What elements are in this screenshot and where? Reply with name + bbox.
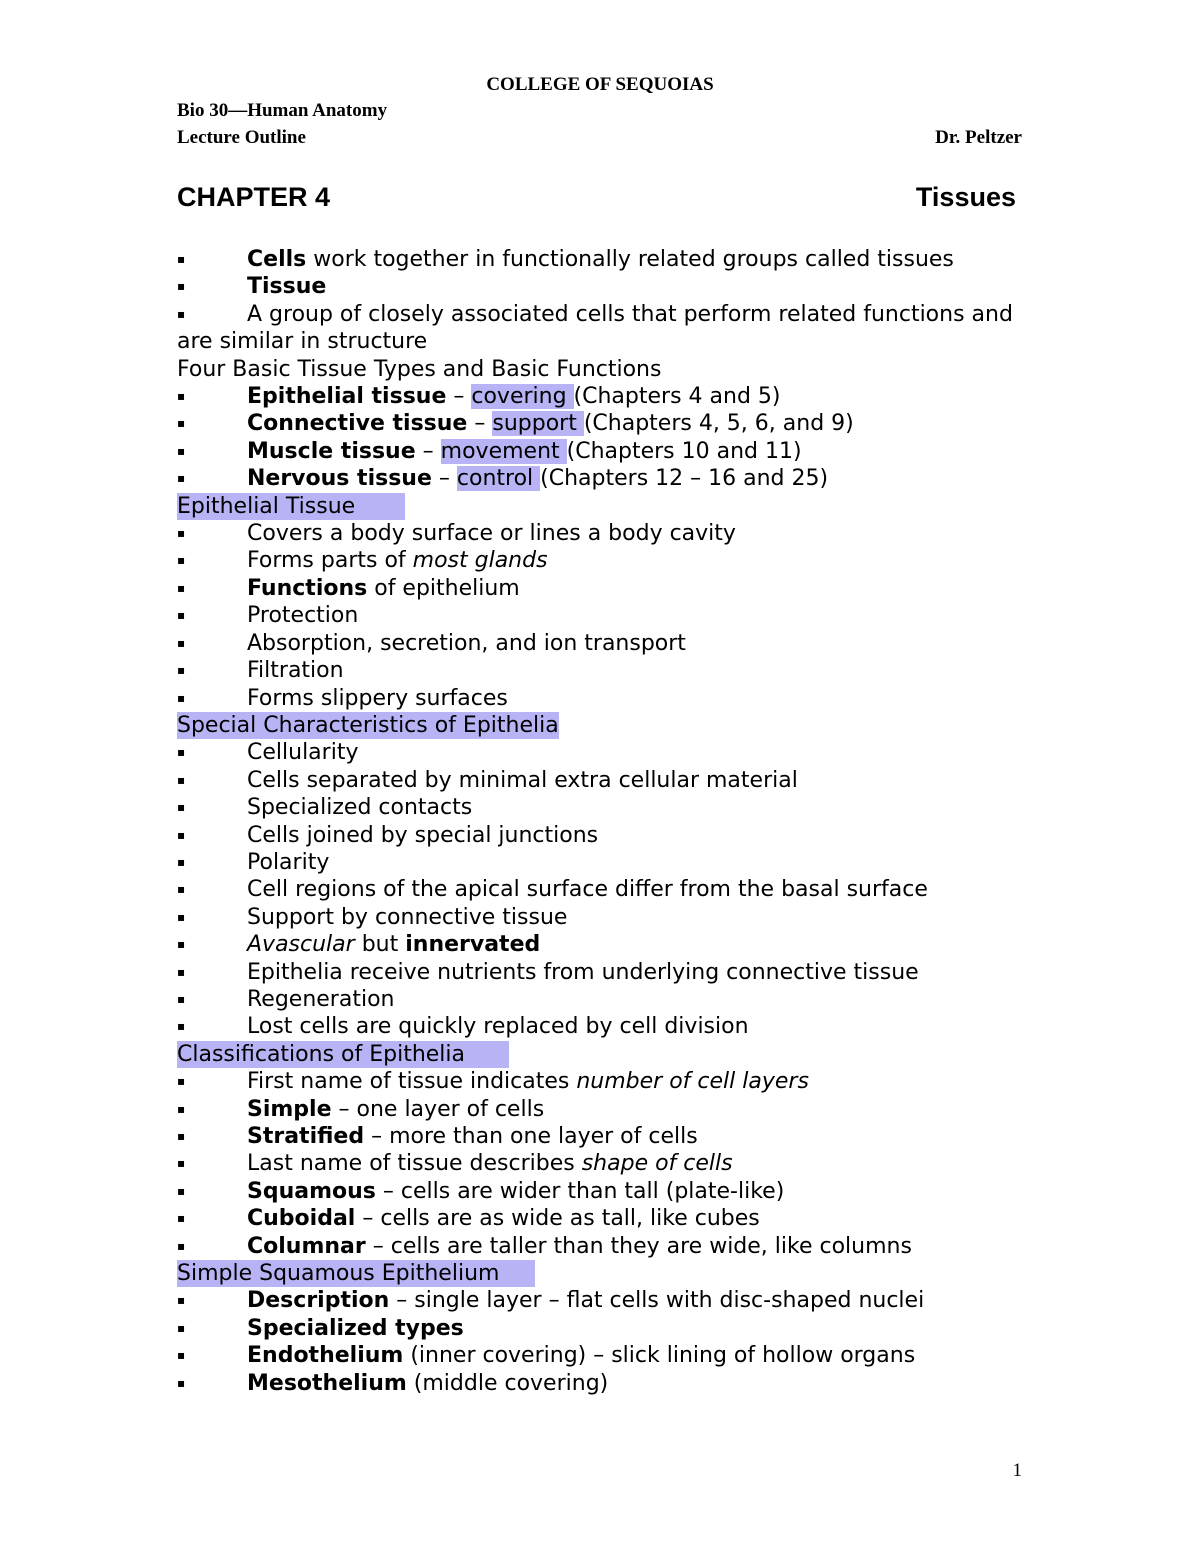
term: Nervous tissue <box>247 466 432 492</box>
term: Columnar <box>247 1233 366 1259</box>
outline-item <box>177 1013 1037 1040</box>
outline-item <box>177 301 1037 356</box>
highlighted-function: control <box>456 466 541 492</box>
item-text: – single layer – flat cells with disc-shaped nuclei <box>389 1288 925 1314</box>
item-text: Specialized contacts <box>247 795 473 821</box>
emphasis-text: Avascular <box>247 932 355 958</box>
bullet-icon: ▪ <box>177 526 186 541</box>
instructor-name: Dr. Peltzer <box>935 127 1022 148</box>
item-text: but <box>354 932 406 958</box>
section-heading <box>177 1041 1037 1068</box>
item-text: A group of closely associated cells that perform related functions and are similar in structure <box>177 301 1013 355</box>
outline-item <box>177 1178 1037 1205</box>
bullet-icon: ▪ <box>177 1074 186 1089</box>
item-text: (Chapters 12 – 16 and 25) <box>540 466 829 492</box>
item-text: Covers a body surface or lines a body cavity <box>247 521 736 547</box>
bullet-icon: ▪ <box>177 443 186 458</box>
item-text: (Chapters 4, 5, 6, and 9) <box>583 411 854 437</box>
outline-item <box>177 410 1037 437</box>
section-heading <box>177 712 1037 739</box>
outline-item <box>177 1315 1037 1342</box>
outline-item <box>177 1068 1037 1095</box>
item-text: Polarity <box>247 849 330 875</box>
outline-item <box>177 1287 1037 1314</box>
bullet-icon: ▪ <box>177 964 186 979</box>
item-text: (Chapters 10 and 11) <box>566 438 802 464</box>
item-text: – cells are wider than tall (plate-like) <box>375 1178 785 1204</box>
item-text: – one layer of cells <box>331 1096 545 1122</box>
outline-item <box>177 1342 1037 1369</box>
highlighted-function: covering <box>471 384 574 410</box>
outline-item <box>177 822 1037 849</box>
dash: – <box>446 384 472 410</box>
item-text: of epithelium <box>367 575 520 601</box>
item-text: Cells joined by special junctions <box>247 822 599 848</box>
item-text: Cell regions of the apical surface differ from the basal surface <box>247 877 928 903</box>
outline-item <box>177 986 1037 1013</box>
highlighted-heading: Special Characteristics of Epithelia <box>177 712 559 738</box>
term: Functions <box>247 575 368 601</box>
bullet-icon: ▪ <box>177 854 186 869</box>
bullet-icon: ▪ <box>177 991 186 1006</box>
bullet-icon: ▪ <box>177 1156 186 1171</box>
bullet-icon: ▪ <box>177 745 186 760</box>
page-number: 1 <box>1012 1460 1022 1481</box>
item-text: Regeneration <box>247 986 395 1012</box>
outline-item <box>177 959 1037 986</box>
outline-body <box>177 246 1037 1397</box>
emphasis-text: most glands <box>412 548 548 574</box>
bullet-icon: ▪ <box>177 252 186 266</box>
term: Muscle tissue <box>247 438 416 464</box>
outline-item <box>177 1123 1037 1150</box>
bullet-icon: ▪ <box>177 580 186 595</box>
dash: – <box>415 438 441 464</box>
outline-item <box>177 876 1037 903</box>
bullet-icon: ▪ <box>177 882 186 897</box>
term: Epithelial tissue <box>247 384 447 410</box>
bullet-icon: ▪ <box>177 1375 186 1390</box>
term: Cells <box>247 247 307 272</box>
outline-item <box>177 520 1037 547</box>
bullet-icon: ▪ <box>177 1019 186 1034</box>
outline-item <box>177 849 1037 876</box>
bullet-icon: ▪ <box>177 279 186 294</box>
outline-item <box>177 931 1037 958</box>
item-text: Support by connective tissue <box>247 904 568 930</box>
outline-item <box>177 1096 1037 1123</box>
bullet-icon: ▪ <box>177 772 186 787</box>
item-text: (middle covering) <box>406 1370 609 1396</box>
bullet-icon: ▪ <box>177 471 186 486</box>
outline-item <box>177 602 1037 629</box>
item-text: work together in functionally related groups called tissues <box>306 247 954 272</box>
item-text: Cellularity <box>247 740 359 766</box>
item-text: Lost cells are quickly replaced by cell division <box>247 1014 749 1040</box>
item-text: Filtration <box>247 658 344 684</box>
item-text: Protection <box>247 603 359 629</box>
item-text: (inner covering) – slick lining of hollow organs <box>403 1343 916 1369</box>
term: Simple <box>247 1096 332 1122</box>
item-text: Forms parts of <box>247 548 413 574</box>
bullet-icon: ▪ <box>177 608 186 623</box>
outline-item <box>177 383 1037 410</box>
outline-item <box>177 904 1037 931</box>
bullet-icon: ▪ <box>177 1129 186 1143</box>
bullet-icon: ▪ <box>177 1238 186 1253</box>
outline-item <box>177 794 1037 821</box>
bullet-icon: ▪ <box>177 690 186 705</box>
outline-item <box>177 739 1037 766</box>
outline-item <box>177 767 1037 794</box>
course-title: Bio 30—Human Anatomy <box>177 100 388 121</box>
bullet-icon: ▪ <box>177 937 186 952</box>
bullet-icon: ▪ <box>177 389 186 404</box>
item-text: – cells are as wide as tall, like cubes <box>355 1206 760 1232</box>
bullet-icon: ▪ <box>177 553 186 568</box>
bullet-icon: ▪ <box>177 1293 186 1308</box>
item-text: First name of tissue indicates <box>247 1069 577 1095</box>
outline-item <box>177 438 1037 465</box>
dash: – <box>467 411 493 437</box>
term: Specialized types <box>247 1315 464 1341</box>
term: Cuboidal <box>247 1206 356 1232</box>
outline-item <box>177 547 1037 574</box>
bullet-icon: ▪ <box>177 1183 186 1198</box>
section-heading <box>177 1260 1037 1287</box>
bullet-icon: ▪ <box>177 1320 186 1335</box>
item-text: Cells separated by minimal extra cellular material <box>247 767 798 793</box>
bullet-icon: ▪ <box>177 800 186 815</box>
term: innervated <box>405 932 541 958</box>
bullet-icon: ▪ <box>177 663 186 678</box>
term: Description <box>247 1288 390 1314</box>
highlighted-heading: Classifications of Epithelia <box>177 1041 509 1068</box>
item-text: Last name of tissue describes <box>247 1151 582 1177</box>
section-heading <box>177 493 1037 520</box>
chapter-title: Tissues <box>915 182 1016 212</box>
bullet-icon: ▪ <box>177 416 186 431</box>
outline-item <box>177 575 1037 602</box>
bullet-icon: ▪ <box>177 1211 186 1226</box>
college-name: COLLEGE OF SEQUOIAS <box>486 74 714 95</box>
chapter-number: CHAPTER 4 <box>177 182 331 212</box>
item-text: (Chapters 4 and 5) <box>573 384 781 410</box>
outline-item <box>177 630 1037 657</box>
emphasis-text: shape of cells <box>581 1151 733 1177</box>
highlighted-function: movement <box>440 438 567 464</box>
term: Endothelium <box>247 1343 404 1369</box>
dash: – <box>431 466 457 492</box>
outline-item <box>177 1233 1037 1260</box>
item-text: Epithelia receive nutrients from underlying connective tissue <box>247 959 919 985</box>
highlighted-heading: Simple Squamous Epithelium <box>177 1260 535 1287</box>
bullet-icon: ▪ <box>177 1101 186 1116</box>
section-heading: Four Basic Tissue Types and Basic Functions <box>177 356 662 382</box>
outline-item <box>177 685 1037 712</box>
bullet-icon: ▪ <box>177 635 186 650</box>
bullet-icon: ▪ <box>177 909 186 924</box>
outline-item <box>177 465 1037 492</box>
outline-item <box>177 657 1037 684</box>
item-text: – more than one layer of cells <box>364 1124 698 1149</box>
term: Tissue <box>247 274 327 300</box>
item-text: Forms slippery surfaces <box>247 685 508 711</box>
emphasis-text: number of cell layers <box>576 1069 809 1095</box>
term: Stratified <box>247 1124 365 1149</box>
bullet-icon: ▪ <box>177 827 186 842</box>
outline-item <box>177 1150 1037 1177</box>
item-text: Absorption, secretion, and ion transport <box>247 630 686 656</box>
lecture-label: Lecture Outline <box>177 127 306 148</box>
term: Connective tissue <box>247 411 468 437</box>
item-text: – cells are taller than they are wide, like columns <box>365 1233 912 1259</box>
highlighted-heading: Epithelial Tissue <box>177 493 405 520</box>
term: Mesothelium <box>247 1370 407 1396</box>
outline-item <box>177 1370 1037 1397</box>
outline-item <box>177 1205 1037 1232</box>
outline-item <box>177 246 1037 273</box>
highlighted-function: support <box>492 411 584 437</box>
outline-item <box>177 273 1037 300</box>
bullet-icon: ▪ <box>177 1348 186 1363</box>
bullet-icon: ▪ <box>177 306 186 321</box>
term: Squamous <box>247 1178 376 1204</box>
